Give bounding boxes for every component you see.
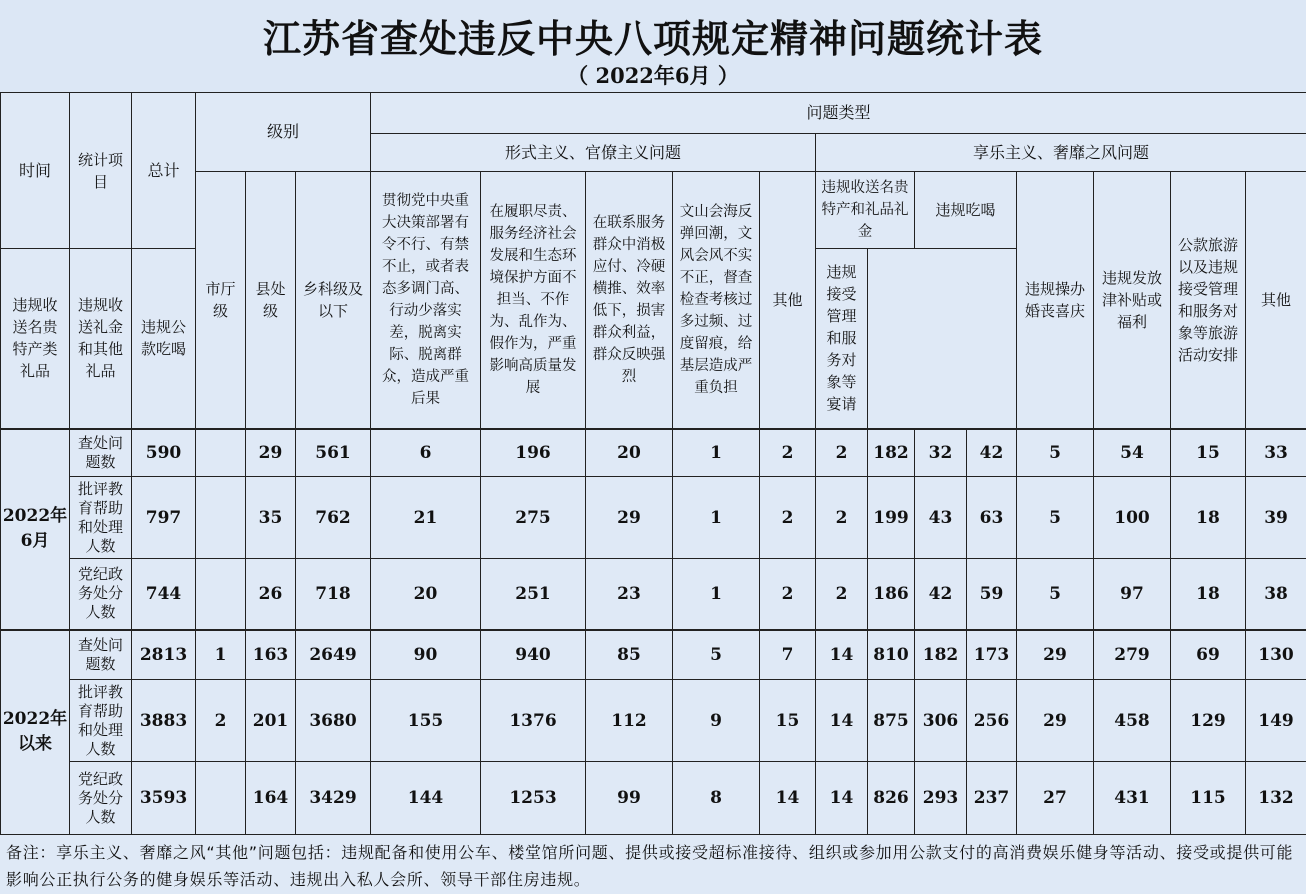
cell-g1: 2 — [816, 477, 868, 559]
cell-other: 33 — [1246, 429, 1306, 477]
cell-total: 797 — [132, 477, 196, 559]
header-formalism-2: 在履职尽责、服务经济社会发展和生态环境保护方面不担当、不作为、乱作为、假作为，严重影响高质量发展 — [481, 172, 586, 429]
cell-county: 163 — [246, 630, 296, 680]
cell-city — [196, 429, 246, 477]
cell-other: 39 — [1246, 477, 1306, 559]
footnote: 备注：享乐主义、奢靡之风“其他”问题包括：违规配备和使用公车、楼堂馆所问题、提供或接受超标准接待、组织或参加用公款支付的高消费娱乐健身等活动、接受或提供可能影响公正执行公务的健身娱乐等活动、违规出入私人会所、领导干部住房违规。 — [6, 843, 1294, 889]
cell-travel: 69 — [1171, 630, 1246, 680]
row-item-label: 党纪政务处分人数 — [70, 762, 132, 835]
cell-other: 132 — [1246, 762, 1306, 835]
header-total: 总计 — [132, 93, 196, 249]
row-item-label: 批评教育帮助和处理人数 — [70, 680, 132, 762]
header-hedonism: 享乐主义、奢靡之风问题 — [816, 134, 1306, 172]
cell-f1: 20 — [371, 559, 481, 630]
header-level-city: 市厅级 — [196, 172, 246, 429]
period-label: 2022年6月 — [1, 429, 70, 630]
cell-f2: 275 — [481, 477, 586, 559]
page-subtitle: （ 2022年6月 ） — [567, 63, 739, 88]
cell-f3: 85 — [586, 630, 673, 680]
cell-g2: 186 — [868, 559, 915, 630]
header-formalism-other: 其他 — [760, 172, 816, 429]
cell-travel: 18 — [1171, 477, 1246, 559]
cell-wed: 29 — [1017, 680, 1094, 762]
cell-city: 2 — [196, 680, 246, 762]
header-formalism-1: 贯彻党中央重大决策部署有令不行、有禁不止，或者表态多调门高、行动少落实差，脱离实际、脱离群众，造成严重后果 — [371, 172, 481, 429]
cell-f4: 1 — [673, 559, 760, 630]
header-problem-type: 问题类型 — [371, 93, 1306, 134]
table-row — [1, 559, 1306, 630]
cell-allow: 431 — [1094, 762, 1171, 835]
cell-f3: 112 — [586, 680, 673, 762]
cell-total: 2813 — [132, 630, 196, 680]
header-allowances: 违规发放津补贴或福利 — [1094, 172, 1171, 429]
cell-total: 3883 — [132, 680, 196, 762]
table-row — [1, 762, 1306, 835]
cell-township: 718 — [296, 559, 371, 630]
cell-f3: 29 — [586, 477, 673, 559]
cell-total: 3593 — [132, 762, 196, 835]
table-row — [1, 680, 1306, 762]
cell-township: 762 — [296, 477, 371, 559]
cell-d2: 173 — [967, 630, 1017, 680]
cell-d2: 63 — [967, 477, 1017, 559]
cell-f1: 6 — [371, 429, 481, 477]
cell-f2: 1253 — [481, 762, 586, 835]
title-bar — [0, 0, 1306, 92]
cell-f4: 5 — [673, 630, 760, 680]
cell-d2: 59 — [967, 559, 1017, 630]
cell-d1: 182 — [915, 630, 967, 680]
cell-g2: 810 — [868, 630, 915, 680]
cell-township: 561 — [296, 429, 371, 477]
cell-d1: 306 — [915, 680, 967, 762]
header-formalism-4: 文山会海反弹回潮，文风会风不实不正，督查检查考核过多过频、过度留痕，给基层造成严重负担 — [673, 172, 760, 429]
header-formalism: 形式主义、官僚主义问题 — [371, 134, 816, 172]
cell-allow: 54 — [1094, 429, 1171, 477]
cell-township: 3680 — [296, 680, 371, 762]
cell-county: 164 — [246, 762, 296, 835]
cell-f3: 99 — [586, 762, 673, 835]
cell-wed: 27 — [1017, 762, 1094, 835]
statistics-table — [0, 92, 1306, 835]
period-label: 2022年以来 — [1, 630, 70, 835]
cell-d1: 32 — [915, 429, 967, 477]
cell-f3: 20 — [586, 429, 673, 477]
cell-g2: 182 — [868, 429, 915, 477]
cell-f2: 940 — [481, 630, 586, 680]
cell-county: 201 — [246, 680, 296, 762]
cell-g2: 875 — [868, 680, 915, 762]
cell-g1: 14 — [816, 630, 868, 680]
cell-f5: 2 — [760, 477, 816, 559]
cell-wed: 5 — [1017, 559, 1094, 630]
table-row — [1, 630, 1306, 680]
cell-f4: 9 — [673, 680, 760, 762]
cell-wed: 29 — [1017, 630, 1094, 680]
cell-county: 26 — [246, 559, 296, 630]
cell-f2: 1376 — [481, 680, 586, 762]
header-dining-1: 违规公款吃喝 — [132, 249, 196, 429]
cell-d1: 43 — [915, 477, 967, 559]
row-item-label: 批评教育帮助和处理人数 — [70, 477, 132, 559]
header-gifts-1: 违规收送名贵特产类礼品 — [1, 249, 70, 429]
cell-other: 38 — [1246, 559, 1306, 630]
cell-f1: 21 — [371, 477, 481, 559]
cell-f1: 144 — [371, 762, 481, 835]
cell-f3: 23 — [586, 559, 673, 630]
cell-allow: 279 — [1094, 630, 1171, 680]
cell-travel: 18 — [1171, 559, 1246, 630]
cell-f5: 2 — [760, 559, 816, 630]
cell-county: 35 — [246, 477, 296, 559]
header-time: 时间 — [1, 93, 70, 249]
row-item-label: 查处问题数 — [70, 630, 132, 680]
cell-f5: 14 — [760, 762, 816, 835]
cell-d2: 256 — [967, 680, 1017, 762]
cell-f1: 155 — [371, 680, 481, 762]
header-item: 统计项目 — [70, 93, 132, 249]
cell-township: 3429 — [296, 762, 371, 835]
header-gifts-group: 违规收送名贵特产和礼品礼金 — [816, 172, 915, 249]
cell-g1: 14 — [816, 762, 868, 835]
cell-f5: 2 — [760, 429, 816, 477]
cell-city — [196, 762, 246, 835]
cell-g2: 199 — [868, 477, 915, 559]
cell-city — [196, 559, 246, 630]
cell-travel: 129 — [1171, 680, 1246, 762]
cell-g1: 14 — [816, 680, 868, 762]
header-level: 级别 — [196, 93, 371, 172]
header-level-county: 县处级 — [246, 172, 296, 429]
cell-f4: 1 — [673, 477, 760, 559]
cell-allow: 458 — [1094, 680, 1171, 762]
cell-d2: 237 — [967, 762, 1017, 835]
cell-travel: 15 — [1171, 429, 1246, 477]
cell-f5: 7 — [760, 630, 816, 680]
cell-d2: 42 — [967, 429, 1017, 477]
cell-d1: 293 — [915, 762, 967, 835]
header-dining-group: 违规吃喝 — [915, 172, 1017, 249]
cell-d1: 42 — [915, 559, 967, 630]
cell-f2: 196 — [481, 429, 586, 477]
page-title: 江苏省查处违反中央八项规定精神问题统计表 — [262, 16, 1043, 61]
header-hedonism-other: 其他 — [1246, 172, 1306, 429]
cell-wed: 5 — [1017, 429, 1094, 477]
cell-total: 590 — [132, 429, 196, 477]
cell-f2: 251 — [481, 559, 586, 630]
cell-f4: 1 — [673, 429, 760, 477]
table-row — [1, 429, 1306, 477]
cell-travel: 115 — [1171, 762, 1246, 835]
header-dining-2: 违规接受管理和服务对象等宴请 — [816, 249, 868, 429]
cell-total: 744 — [132, 559, 196, 630]
cell-f4: 8 — [673, 762, 760, 835]
cell-county: 29 — [246, 429, 296, 477]
row-item-label: 查处问题数 — [70, 429, 132, 477]
cell-f1: 90 — [371, 630, 481, 680]
cell-f5: 15 — [760, 680, 816, 762]
cell-other: 149 — [1246, 680, 1306, 762]
cell-g2: 826 — [868, 762, 915, 835]
cell-city — [196, 477, 246, 559]
cell-allow: 97 — [1094, 559, 1171, 630]
header-travel: 公款旅游以及违规接受管理和服务对象等旅游活动安排 — [1171, 172, 1246, 429]
row-item-label: 党纪政务处分人数 — [70, 559, 132, 630]
cell-city: 1 — [196, 630, 246, 680]
cell-allow: 100 — [1094, 477, 1171, 559]
table-row — [1, 477, 1306, 559]
cell-township: 2649 — [296, 630, 371, 680]
header-level-township: 乡科级及以下 — [296, 172, 371, 429]
cell-wed: 5 — [1017, 477, 1094, 559]
header-formalism-3: 在联系服务群众中消极应付、冷硬横推、效率低下，损害群众利益，群众反映强烈 — [586, 172, 673, 429]
cell-other: 130 — [1246, 630, 1306, 680]
cell-g1: 2 — [816, 559, 868, 630]
cell-g1: 2 — [816, 429, 868, 477]
header-gifts-2: 违规收送礼金和其他礼品 — [70, 249, 132, 429]
header-weddings: 违规操办婚丧喜庆 — [1017, 172, 1094, 429]
